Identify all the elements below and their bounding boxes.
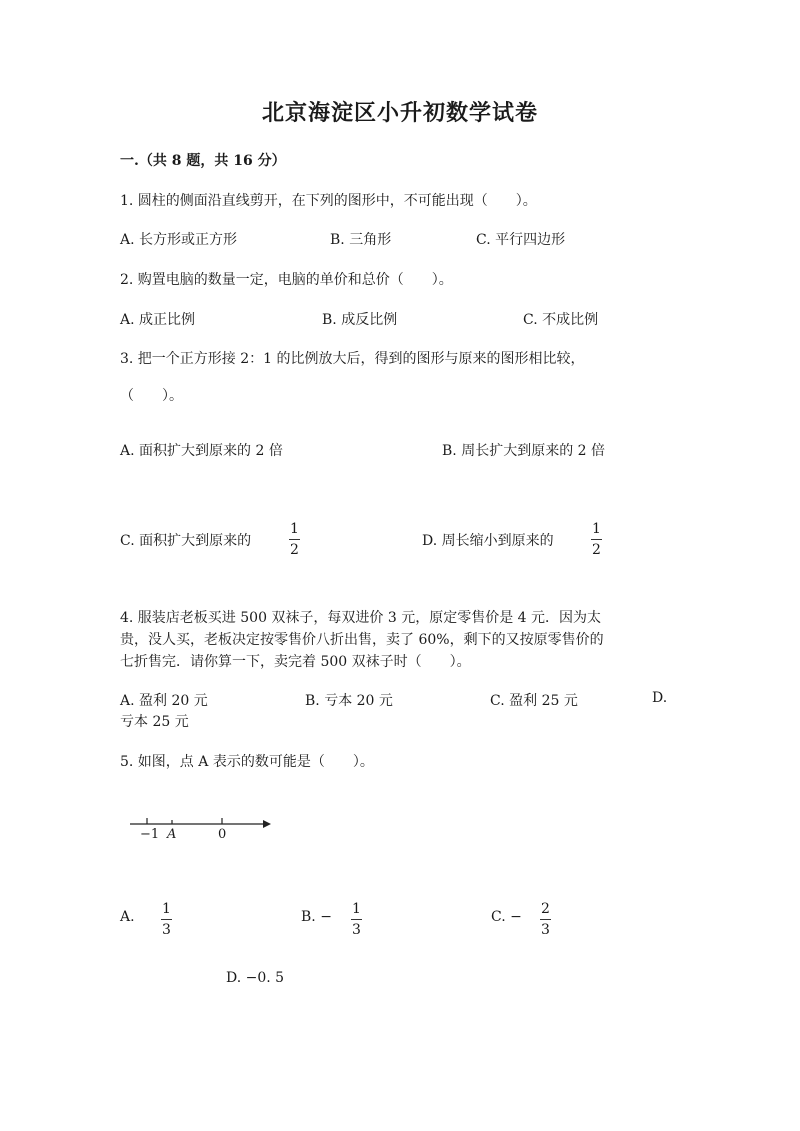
fraction-denominator: 3 — [541, 922, 550, 938]
question-4-option-d-label[interactable]: D. — [652, 690, 668, 706]
fraction-denominator: 2 — [592, 542, 601, 558]
question-1-stem: 1. 圆柱的侧面沿直线剪开，在下列的图形中，不可能出现（ ）。 — [120, 193, 537, 209]
question-5-option-d[interactable]: D. −0. 5 — [226, 970, 285, 986]
question-4-option-c[interactable]: C. 盈利 25 元 — [490, 693, 578, 709]
question-3-option-d[interactable]: D. 周长缩小到原来的 — [422, 533, 554, 549]
question-5-option-b-fraction — [351, 902, 362, 937]
question-1-option-a[interactable]: A. 长方形或正方形 — [120, 232, 238, 248]
question-5-option-a-fraction — [161, 902, 172, 937]
number-line-label-zero: 0 — [218, 827, 227, 842]
question-3-stem-line2: （ ）。 — [120, 388, 183, 404]
question-4-stem-line2: 贵，没人买，老板决定按零售价八折出售，卖了 60%，剩下的又按原零售价的 — [120, 632, 604, 648]
question-3-option-a[interactable]: A. 面积扩大到原来的 2 倍 — [120, 443, 283, 459]
question-3-option-d-fraction — [591, 522, 602, 557]
question-4-option-a[interactable]: A. 盈利 20 元 — [120, 693, 208, 709]
fraction-numerator: 1 — [592, 521, 601, 537]
fraction-bar — [289, 539, 300, 540]
fraction-numerator: 1 — [352, 901, 361, 917]
question-5-stem: 5. 如图，点 A 表示的数可能是（ ）。 — [120, 754, 374, 770]
question-2-option-a[interactable]: A. 成正比例 — [120, 312, 196, 328]
fraction-bar — [161, 919, 172, 920]
fraction-bar — [540, 919, 551, 920]
fraction-bar — [351, 919, 362, 920]
fraction-numerator: 2 — [541, 901, 550, 917]
question-3-option-c[interactable]: C. 面积扩大到原来的 — [120, 533, 252, 549]
question-4-stem-line1: 4. 服装店老板买进 500 双袜子，每双进价 3 元，原定零售价是 4 元．因为太 — [120, 610, 602, 626]
section-heading: 一.（共 8 题，共 16 分） — [120, 153, 286, 169]
number-line-arrow — [263, 820, 271, 828]
question-4-option-b[interactable]: B. 亏本 20 元 — [305, 693, 393, 709]
question-5-option-c[interactable]: C. − — [491, 909, 522, 925]
fraction-denominator: 3 — [352, 922, 361, 938]
question-1-option-b[interactable]: B. 三角形 — [330, 232, 392, 248]
question-2-option-c[interactable]: C. 不成比例 — [523, 312, 599, 328]
fraction-bar — [591, 539, 602, 540]
fraction-numerator: 1 — [162, 901, 171, 917]
question-3-option-c-fraction — [289, 522, 300, 557]
question-3-stem-line1: 3. 把一个正方形接 2：1 的比例放大后，得到的图形与原来的图形相比较， — [120, 351, 585, 367]
question-4-option-d-text[interactable]: 亏本 25 元 — [120, 714, 189, 730]
page-title: 北京海淀区小升初数学试卷 — [261, 100, 538, 126]
question-5-option-b[interactable]: B. − — [301, 909, 332, 925]
fraction-numerator: 1 — [290, 521, 299, 537]
number-line-label-neg1: −1 — [140, 827, 160, 842]
question-3-option-b[interactable]: B. 周长扩大到原来的 2 倍 — [442, 443, 605, 459]
question-5-option-a[interactable]: A. — [120, 909, 135, 925]
question-2-option-b[interactable]: B. 成反比例 — [322, 312, 398, 328]
fraction-denominator: 2 — [290, 542, 299, 558]
number-line-label-a: A — [167, 827, 177, 842]
question-2-stem: 2. 购置电脑的数量一定，电脑的单价和总价（ ）。 — [120, 272, 453, 288]
question-5-option-c-fraction — [540, 902, 551, 937]
question-1-option-c[interactable]: C. 平行四边形 — [476, 232, 566, 248]
fraction-denominator: 3 — [162, 922, 171, 938]
question-4-stem-line3: 七折售完．请你算一下，卖完着 500 双袜子时（ ）。 — [120, 654, 471, 670]
